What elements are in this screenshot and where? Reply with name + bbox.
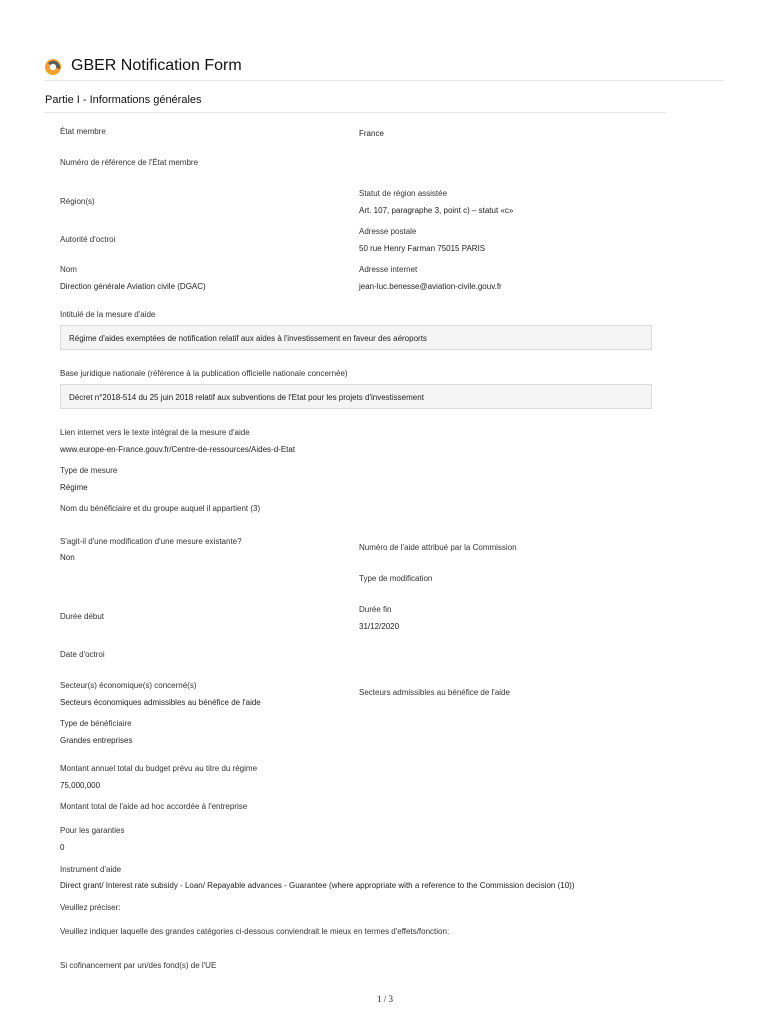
statut-region-label: Statut de région assistée bbox=[359, 189, 448, 198]
etat-membre-value: France bbox=[359, 129, 384, 138]
duree-debut-label: Durée début bbox=[60, 612, 105, 621]
modification-label: S'agit-il d'une modification d'une mesure existante? bbox=[60, 537, 242, 546]
instrument-value: Direct grant/ Interest rate subsidy - Loan/ Repayable advances - Guarantee (where appropriate with a reference to the Commission decision (10)) bbox=[60, 881, 575, 890]
type-beneficiaire-value: Grandes entreprises bbox=[60, 736, 133, 745]
montant-annuel-value: 75,000,000 bbox=[60, 781, 101, 790]
base-juridique-label: Base juridique nationale (référence à la publication officielle nationale concernée) bbox=[60, 369, 348, 378]
type-modification-label: Type de modification bbox=[359, 574, 433, 583]
type-mesure-label: Type de mesure bbox=[60, 466, 118, 475]
page-title: GBER Notification Form bbox=[71, 57, 242, 74]
intitule-label: Intitulé de la mesure d'aide bbox=[60, 310, 156, 319]
regions-label: Région(s) bbox=[60, 197, 95, 206]
section-title: Partie I - Informations générales bbox=[45, 94, 202, 106]
section-divider bbox=[44, 112, 666, 113]
categories-label: Veuillez indiquer laquelle des grandes catégories ci-dessous conviendrait le mieux en termes d'effets/fonction: bbox=[60, 927, 450, 936]
adresse-postale-value: 50 rue Henry Farman 75015 PARIS bbox=[359, 244, 486, 253]
secteurs-admissibles-label: Secteurs admissibles au bénéfice de l'aide bbox=[359, 688, 510, 697]
nom-beneficiaire-label: Nom du bénéficiaire et du groupe auquel il appartient (3) bbox=[60, 504, 261, 513]
garanties-label: Pour les garanties bbox=[60, 826, 125, 835]
secteurs-value: Secteurs économiques admissibles au bénéfice de l'aide bbox=[60, 698, 261, 707]
montant-annuel-label: Montant annuel total du budget prévu au titre du régime bbox=[60, 764, 258, 773]
secteurs-label: Secteur(s) économique(s) concerné(s) bbox=[60, 681, 197, 690]
garanties-value: 0 bbox=[60, 843, 65, 852]
base-juridique-value: Décret n°2018-514 du 25 juin 2018 relatif aux subventions de l'Etat pour les projets d'investissement bbox=[69, 393, 424, 402]
intitule-box bbox=[60, 325, 652, 350]
adresse-postale-label: Adresse postale bbox=[359, 227, 417, 236]
modification-value: Non bbox=[60, 553, 75, 562]
nom-value: Direction générale Aviation civile (DGAC) bbox=[60, 282, 206, 291]
date-octroi-label: Date d'octroi bbox=[60, 650, 105, 659]
type-mesure-value: Régime bbox=[60, 483, 88, 492]
instrument-label: Instrument d'aide bbox=[60, 865, 122, 874]
type-beneficiaire-label: Type de bénéficiaire bbox=[60, 719, 132, 728]
base-juridique-box bbox=[60, 384, 652, 409]
adresse-internet-label: Adresse internet bbox=[359, 265, 418, 274]
duree-fin-value: 31/12/2020 bbox=[359, 622, 400, 631]
lien-internet-label: Lien internet vers le texte intégral de la mesure d'aide bbox=[60, 428, 250, 437]
adresse-internet-value: jean-luc.benesse@aviation-civile.gouv.fr bbox=[359, 282, 502, 291]
montant-total-label: Montant total de l'aide ad hoc accordée à l'entreprise bbox=[60, 802, 248, 811]
gber-logo-icon bbox=[44, 58, 62, 76]
nom-label: Nom bbox=[60, 265, 77, 274]
autorite-octroi-label: Autorité d'octroi bbox=[60, 235, 116, 244]
cofinancement-label: Si cofinancement par un/des fond(s) de l'UE bbox=[60, 961, 217, 970]
preciser-label: Veuillez préciser: bbox=[60, 903, 121, 912]
duree-fin-label: Durée fin bbox=[359, 605, 392, 614]
title-divider bbox=[44, 80, 724, 81]
statut-region-value: Art. 107, paragraphe 3, point c) – statut «c» bbox=[359, 206, 514, 215]
lien-internet-value[interactable]: www.europe-en-France.gouv.fr/Centre-de-ressources/Aides-d-Etat bbox=[60, 445, 296, 454]
numero-aide-label: Numéro de l'aide attribué par la Commission bbox=[359, 543, 517, 552]
page-number: 1 / 3 bbox=[376, 994, 393, 1004]
intitule-value: Régime d'aides exemptées de notification relatif aux aides à l'investissement en faveur des aéroports bbox=[69, 334, 427, 343]
etat-membre-label: État membre bbox=[60, 127, 106, 136]
numero-reference-label: Numéro de référence de l'État membre bbox=[60, 158, 199, 167]
